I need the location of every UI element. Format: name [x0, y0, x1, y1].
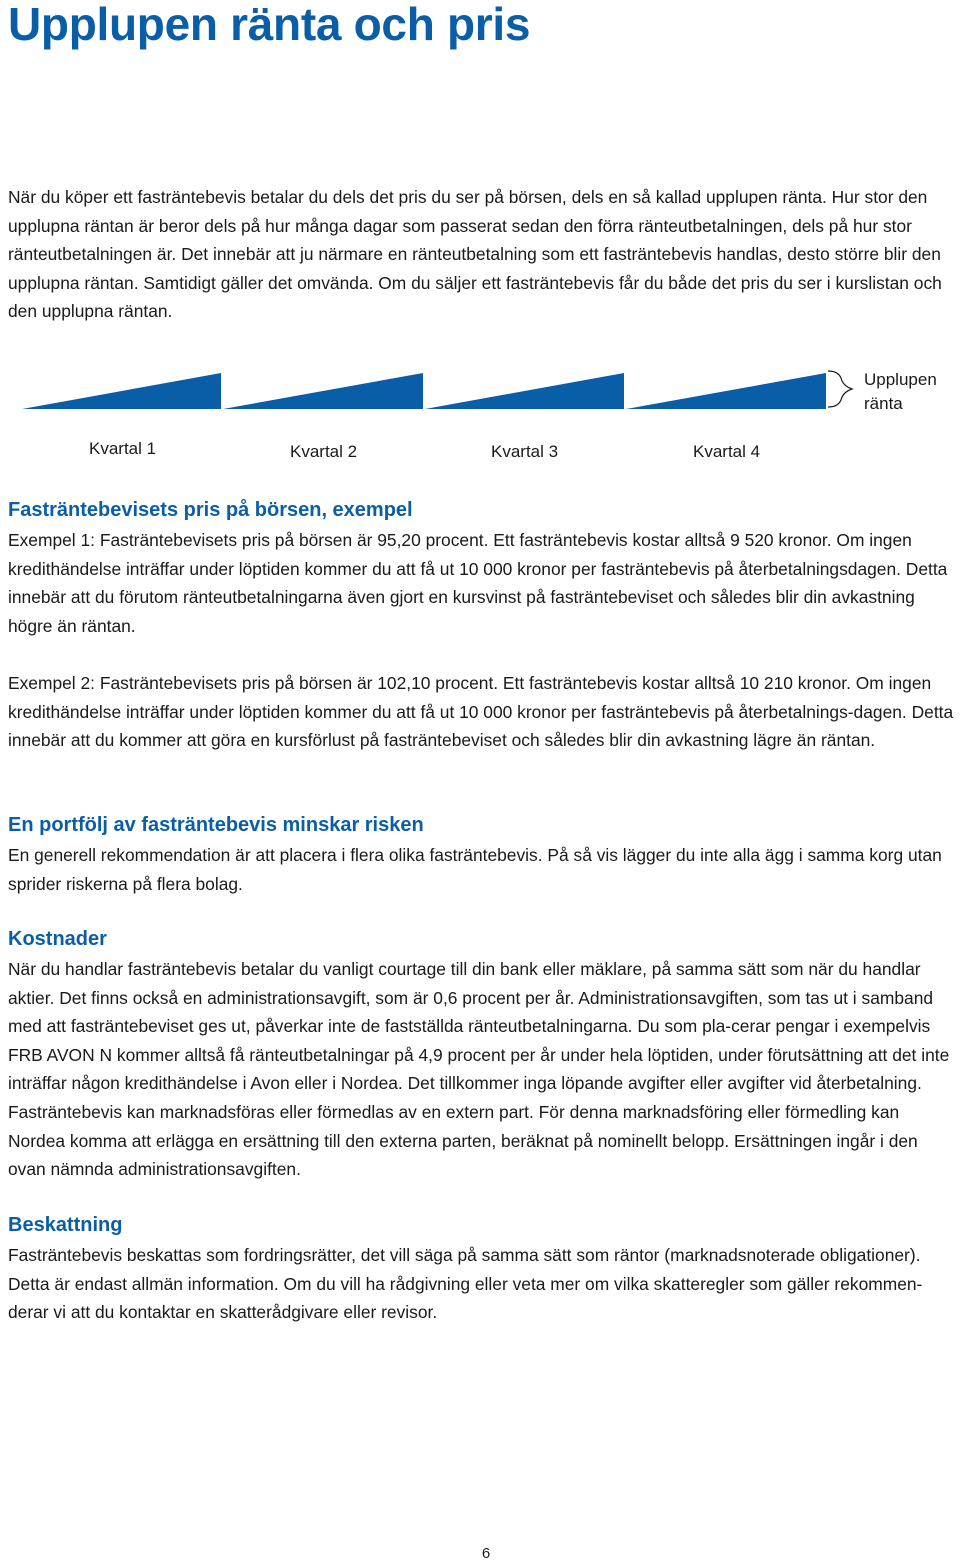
accrual-wedge-3 — [425, 373, 624, 409]
quarter-label-3: Kvartal 3 — [491, 442, 559, 461]
quarter-label-4: Kvartal 4 — [693, 442, 761, 461]
accrual-wedge-1 — [22, 373, 221, 409]
costs-heading: Kostnader — [8, 928, 107, 950]
price-example-1: Exempel 1: Fasträntebevisets pris på börsen är 95,20 procent. Ett fasträntebevis kostar alltså 9 520 kronor. Om ingen kredithändelse inträffar under löptiden kommer du att få ut 10 000 kronor per fasträntebevis på återbetalningsdagen. Detta innebär att du förutom ränteutbetalningarna även gjort en kursvinst på fasträntebeviset och således blir din avkastning högre än räntan. — [8, 530, 948, 636]
brace-label-line2: ränta — [864, 394, 903, 413]
costs-body: När du handlar fasträntebevis betalar du vanligt courtage till din bank eller mäklare, på samma sätt som när du handlar aktier. Det finns också en administrationsavgift, som är 0,6 procent per år. Administrationsavgiften, som tas ut i samband med att fasträntebeviset ges ut, påverkar inte de fastställda ränteutbetalningarna. Du som pla-cerar pengar i exempelvis FRB AVON N kommer alltså få ränteutbetalningar på 4,9 procent per år under hela löptiden, under förutsättning att det inte inträffar någon kredithändelse i Avon eller i Nordea. Det tillkommer inga löpande avgifter eller avgifter vid återbetalning. Fasträntebevis kan marknadsföras eller förmedlas av en extern part. För denna marknadsföring eller förmedling kan Nordea komma att erlägga en ersättning till den externa parten, beräknat på nominellt belopp. Ersättningen ingår i den ovan nämnda administrationsavgiften. — [8, 959, 950, 1180]
portfolio-heading: En portfölj av fasträntebevis minskar risken — [8, 814, 424, 836]
price-example-2: Exempel 2: Fasträntebevisets pris på börsen är 102,10 procent. Ett fasträntebevis kostar alltså 10 210 kronor. Om ingen kredithändelse inträffar under löptiden kommer du att få ut 10 000 kronor per fasträntebevis på återbetalnings-dagen. Detta innebär att du kommer att göra en kursförlust på fasträntebeviset och således blir din avkastning lägre än räntan. — [8, 673, 954, 751]
accrual-wedge-4 — [626, 373, 826, 409]
brace-label-line1: Upplupen — [864, 370, 937, 389]
tax-body: Fasträntebevis beskattas som fordringsrätter, det vill säga på samma sätt som räntor (marknadsnoterade obligationer). Detta är endast allmän information. Om du vill ha rådgivning eller veta mer om vilka skatteregler som gäller rekommen-derar vi att du kontaktar en skatterådgivare eller revisor. — [8, 1245, 923, 1323]
portfolio-body: En generell rekommendation är att placera i flera olika fasträntebevis. På så vis lägger du inte alla ägg i samma korg utan sprider riskerna på flera bolag. — [8, 845, 942, 894]
quarter-label-1: Kvartal 1 — [89, 439, 157, 458]
intro-paragraph: När du köper ett fasträntebevis betalar du dels det pris du ser på börsen, dels en så kallad upplupen ränta. Hur stor den upplupna räntan är beror dels på hur många dagar som passerat sedan den förra ränteutbetalningen, dels på hur stor ränteutbetalningen är. Det innebär att ju närmare en ränteutbetalning som ett fasträntebevis handlas, desto större blir den upplupna räntan. Samtidigt gäller det omvända. Om du säljer ett fasträntebevis får du både det pris du ser i kurslistan och den upplupna räntan. — [8, 187, 942, 322]
quarter-label-2: Kvartal 2 — [290, 442, 358, 461]
page-title: Upplupen ränta och pris — [8, 0, 531, 50]
accrued-interest-diagram — [0, 355, 960, 475]
tax-heading: Beskattning — [8, 1214, 123, 1236]
brace-icon — [828, 371, 852, 407]
accrual-wedge-2 — [223, 373, 423, 409]
page-number: 6 — [481, 1545, 491, 1562]
price-heading: Fasträntebevisets pris på börsen, exempel — [8, 499, 413, 521]
